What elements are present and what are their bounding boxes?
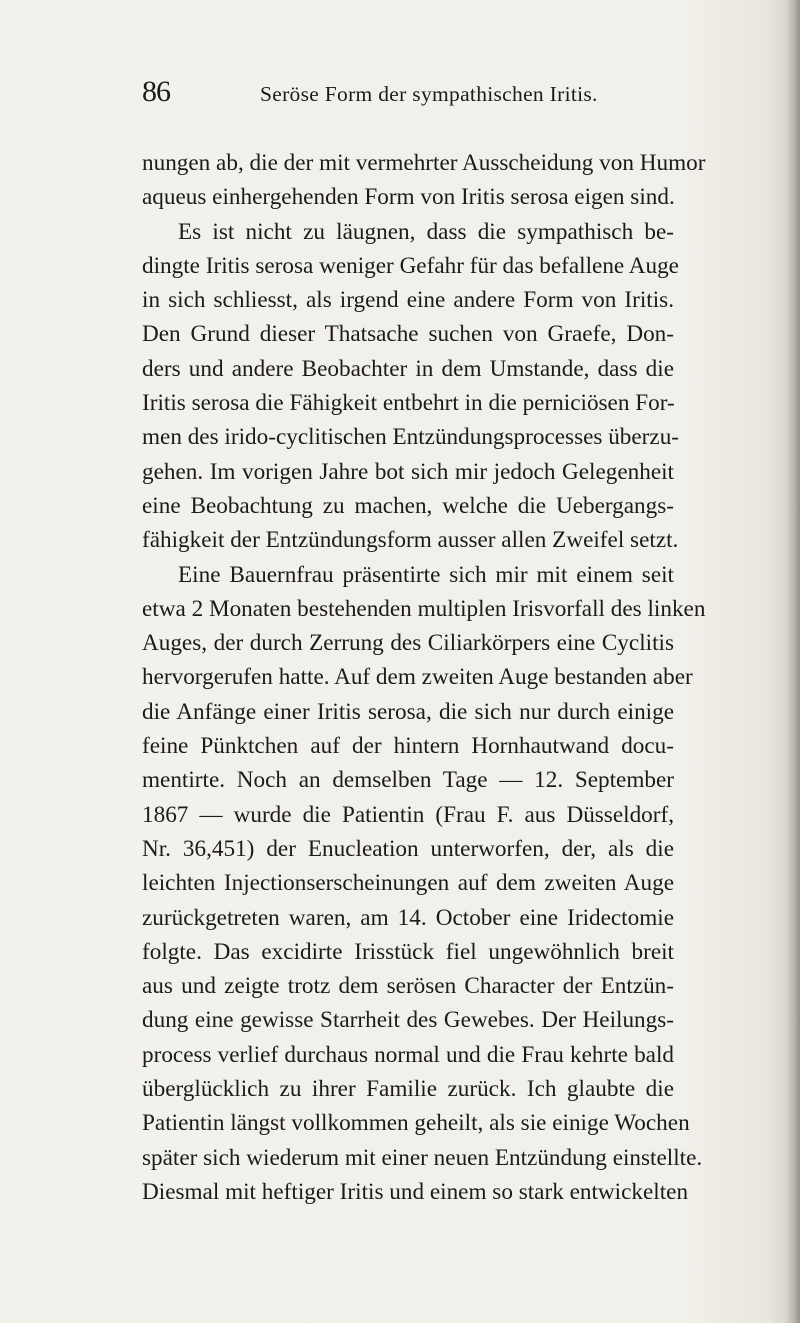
text-line: ders und andere Beobachter in dem Umstande, dass die	[142, 355, 674, 382]
text-line: Den Grund dieser Thatsache suchen von Graefe, Don-	[142, 321, 674, 348]
text-line: später sich wiederum mit einer neuen Entzündung einstellte.	[142, 1144, 703, 1171]
text-line: zurückgetreten waren, am 14. October eine Iridectomie	[142, 904, 674, 931]
body-text	[142, 146, 706, 1209]
text-line: Eine Bauernfrau präsentirte sich mir mit einem seit	[178, 561, 674, 588]
text-line: dung eine gewisse Starrheit des Gewebes. Der Heilungs-	[142, 1007, 674, 1034]
text-line: die Anfänge einer Iritis serosa, die sich nur durch einige	[142, 698, 674, 725]
text-line: hervorgerufen hatte. Auf dem zweiten Auge bestanden aber	[142, 664, 693, 691]
page-header	[142, 72, 672, 112]
text-line: process verlief durchaus normal und die Frau kehrte bald	[142, 1041, 674, 1068]
text-line: Auges, der durch Zerrung des Ciliarkörpers eine Cyclitis	[142, 630, 674, 657]
text-line: dingte Iritis serosa weniger Gefahr für das befallene Auge	[142, 252, 679, 279]
text-line: eine Beobachtung zu machen, welche die Uebergangs-	[142, 492, 674, 519]
text-line: in sich schliesst, als irgend eine andere Form von Iritis.	[142, 287, 674, 314]
page-edge-shadow	[786, 0, 800, 1323]
text-line: folgte. Das excidirte Irisstück fiel ungewöhnlich breit	[142, 938, 674, 965]
text-line: mentirte. Noch an demselben Tage — 12. September	[142, 767, 674, 794]
text-line: gehen. Im vorigen Jahre bot sich mir jedoch Gelegenheit	[142, 458, 674, 485]
text-line: leichten Injectionserscheinungen auf dem zweiten Auge	[142, 870, 674, 897]
text-line: überglücklich zu ihrer Familie zurück. Ich glaubte die	[142, 1076, 674, 1103]
text-line: aus und zeigte trotz dem serösen Character der Entzün-	[142, 973, 674, 1000]
text-line: etwa 2 Monaten bestehenden multiplen Irisvorfall des linken	[142, 595, 706, 622]
text-line: Iritis serosa die Fähigkeit entbehrt in die perniciösen For-	[142, 390, 675, 417]
text-line: Patientin längst vollkommen geheilt, als sie einige Wochen	[142, 1110, 690, 1137]
text-line: Nr. 36,451) der Enucleation unterworfen, der, als die	[142, 835, 674, 862]
text-line: 1867 — wurde die Patientin (Frau F. aus Düsseldorf,	[142, 801, 674, 828]
text-line: aqueus einhergehenden Form von Iritis serosa eigen sind.	[142, 184, 675, 211]
text-line: nungen ab, die der mit vermehrter Ausscheidung von Humor	[142, 150, 706, 176]
text-line: Es ist nicht zu läugnen, dass die sympathisch be-	[178, 218, 674, 245]
text-line: Diesmal mit heftiger Iritis und einem so stark entwickelten	[142, 1178, 689, 1205]
text-line: feine Pünktchen auf der hintern Hornhautwand docu-	[142, 733, 674, 760]
page-number: 86	[142, 75, 170, 108]
running-title: Seröse Form der sympathischen Iritis.	[260, 82, 598, 106]
text-line: men des irido-cyclitischen Entzündungsprocesses überzu-	[142, 424, 680, 451]
text-line: fähigkeit der Entzündungsform ausser allen Zweifel setzt.	[142, 527, 679, 554]
